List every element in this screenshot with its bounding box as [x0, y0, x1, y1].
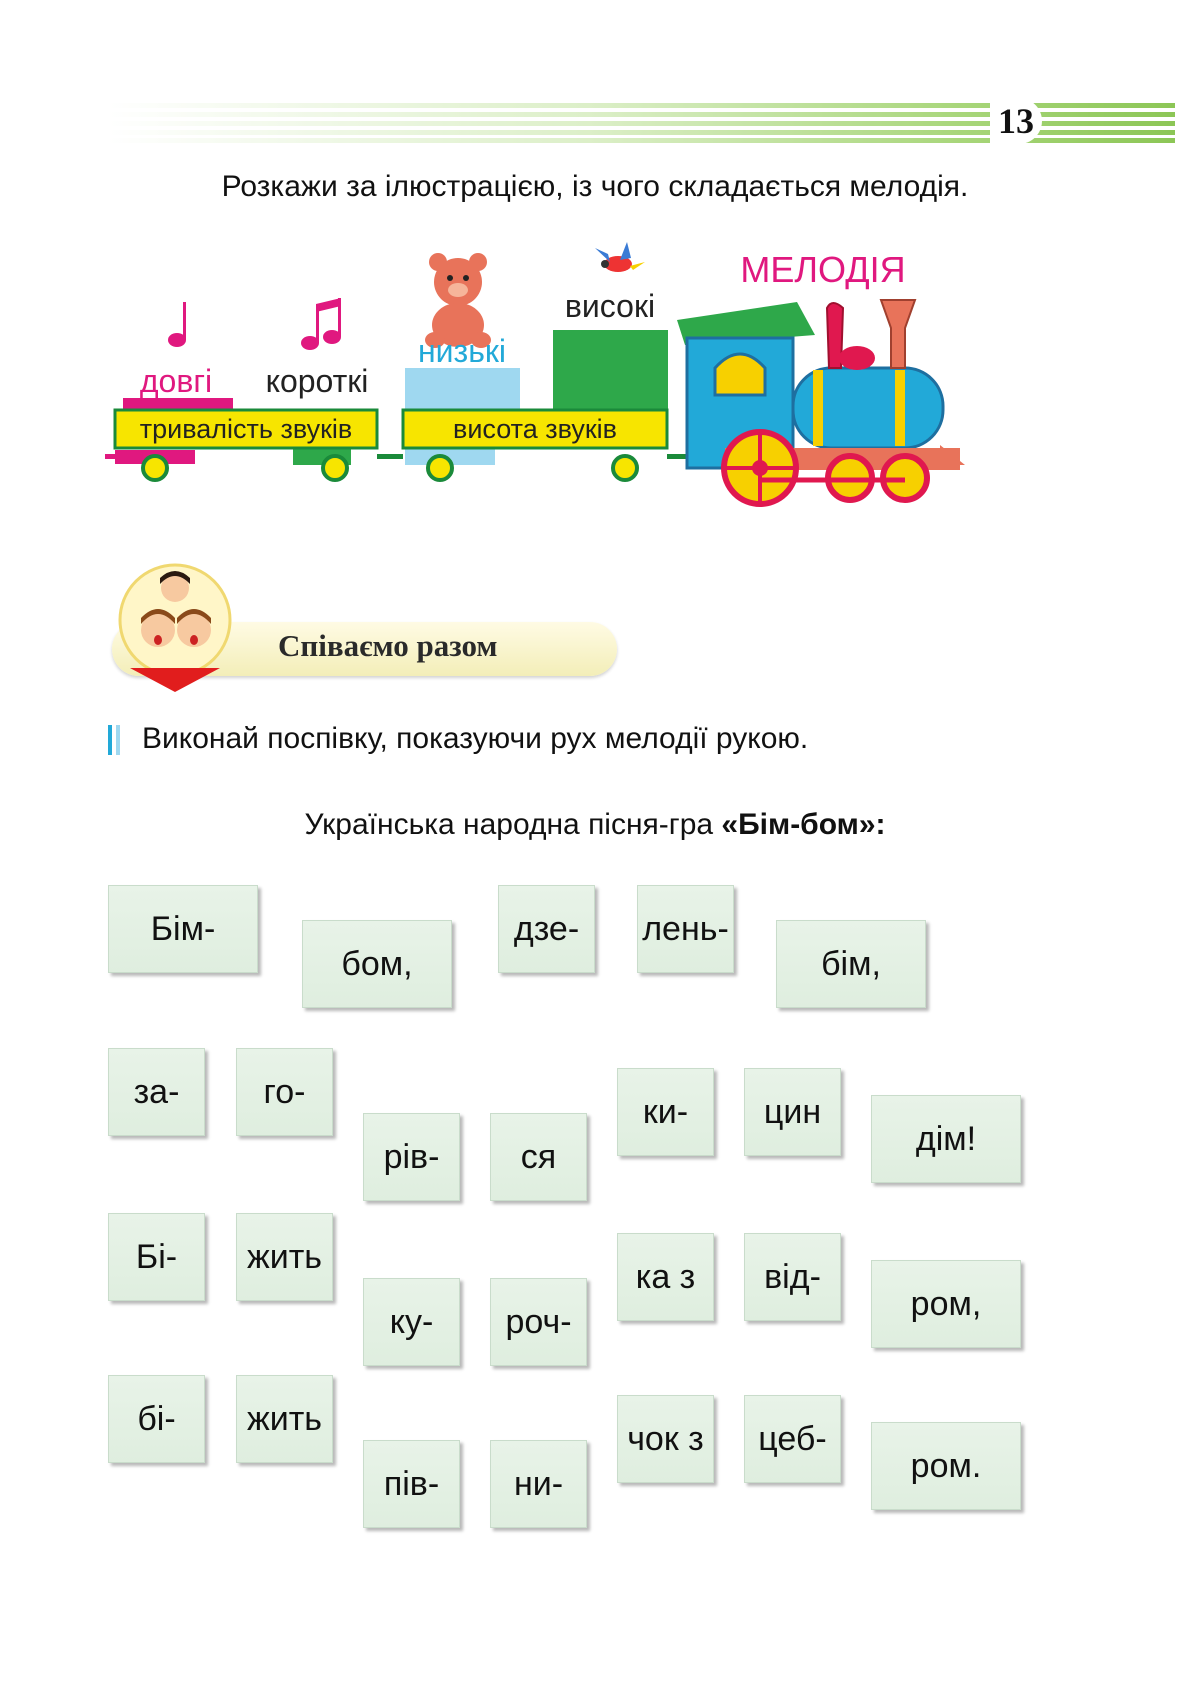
low-sound-block — [405, 368, 520, 410]
syllable-tile: від- — [744, 1233, 841, 1321]
long-sound-bar — [123, 398, 233, 410]
long-label: довгі — [139, 363, 213, 399]
syllable-tile: ки- — [617, 1068, 714, 1156]
syllable-tile: чок з — [617, 1395, 714, 1483]
eighth-notes-icon — [301, 298, 341, 350]
syllable-tile: роч- — [490, 1278, 587, 1366]
instruction-text: Виконай поспівку, показуючи рух мелодії рукою. — [142, 722, 809, 755]
car-wheels — [143, 456, 637, 480]
duration-label: тривалість звуків — [139, 414, 353, 444]
high-label: високі — [564, 288, 656, 324]
locomotive — [677, 300, 965, 504]
syllable-tile: бом, — [302, 920, 452, 1008]
syllable-tile: цин — [744, 1068, 841, 1156]
syllable-tile: дім! — [871, 1095, 1021, 1183]
short-label: короткі — [265, 363, 369, 399]
bird-icon — [595, 242, 645, 272]
task-marker-icon — [108, 725, 122, 755]
section-title: Співаємо разом — [278, 628, 498, 663]
syllable-tile: ка з — [617, 1233, 714, 1321]
syllable-tile: ся — [490, 1113, 587, 1201]
syllable-tile: дзе- — [498, 885, 595, 973]
syllable-tile: бі- — [108, 1375, 205, 1463]
quarter-note-icon — [168, 302, 186, 347]
song-suffix: : — [875, 808, 886, 841]
syllable-tile: Бім- — [108, 885, 258, 973]
page-number: 13 — [990, 98, 1042, 144]
train-illustration — [105, 240, 1045, 530]
syllable-tile: рів- — [363, 1113, 460, 1201]
low-label: низькі — [418, 333, 506, 369]
page-title: Розкажи за ілюстрацією, із чого складається мелодія. — [221, 170, 969, 203]
syllable-tile: пів- — [363, 1440, 460, 1528]
syllable-tile: жить — [236, 1213, 333, 1301]
syllable-tile: лень- — [637, 885, 734, 973]
song-heading — [0, 808, 1190, 842]
melody-label: МЕЛОДІЯ — [740, 249, 906, 290]
singing-children-icon — [110, 560, 240, 695]
high-sound-block — [553, 330, 668, 410]
syllable-tile: бім, — [776, 920, 926, 1008]
syllable-tile: ром, — [871, 1260, 1021, 1348]
song-prefix: Українська народна пісня-гра — [304, 808, 722, 841]
syllable-tile: ром. — [871, 1422, 1021, 1510]
syllable-tile: Бі- — [108, 1213, 205, 1301]
syllable-tile: цеб- — [744, 1395, 841, 1483]
syllable-tile: ни- — [490, 1440, 587, 1528]
syllable-tile: жить — [236, 1375, 333, 1463]
syllable-tile: ку- — [363, 1278, 460, 1366]
song-name: «Бім-бом» — [721, 808, 876, 841]
pitch-label: висота звуків — [452, 414, 618, 444]
syllable-tile: за- — [108, 1048, 205, 1136]
syllable-tile: го- — [236, 1048, 333, 1136]
